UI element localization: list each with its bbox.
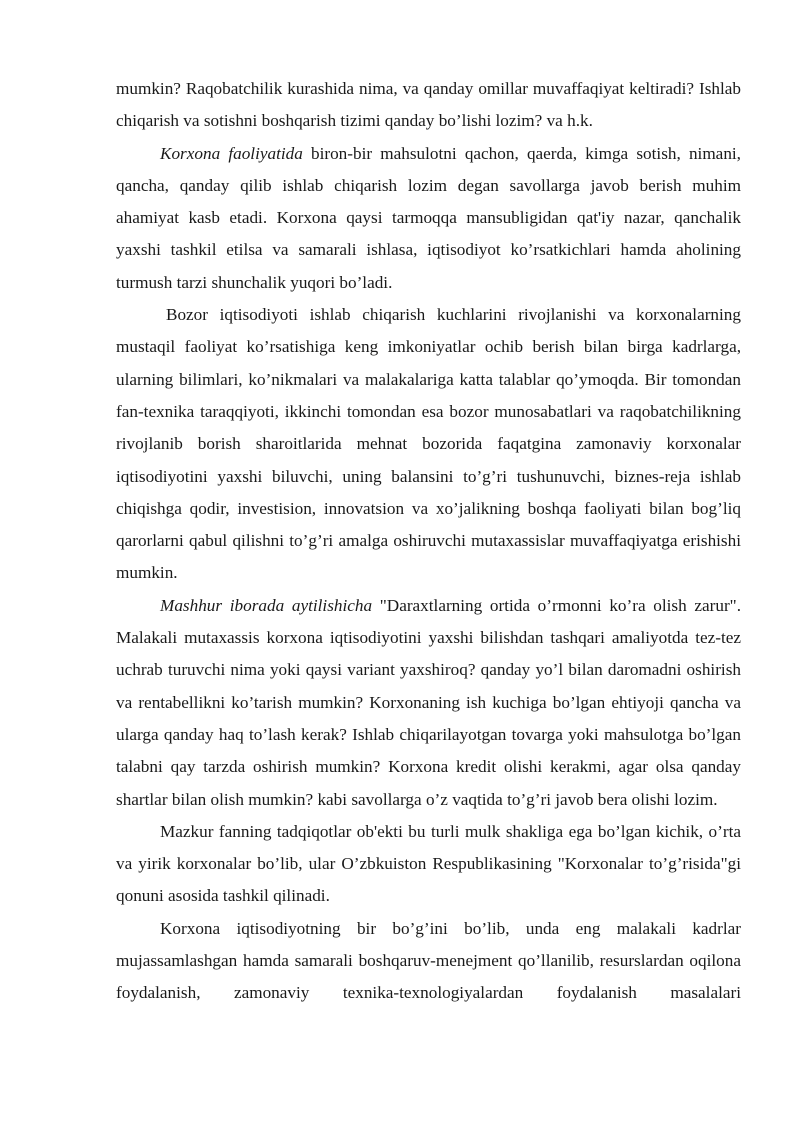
paragraph-text: Korxona iqtisodiyotning bir bo’g’ini bo’lib, unda eng malakali kadrlar mujassamlashgan hamda samarali boshqaruv-menejment qo’llanilib, resurslardan oqilona foydalanish, zamonaviy texnika-texnologiyalardan foydalanish masalalari xyxy=(116,918,741,1003)
paragraph-lead-italic: Mashhur iborada aytilishicha xyxy=(160,595,373,615)
paragraph-korxona-faoliyatida xyxy=(116,138,741,299)
paragraph-bozor-iqtisodiyoti xyxy=(116,299,741,590)
paragraph-text: biron-bir mahsulotni qachon, qaerda, kimga sotish, nimani, qancha, qanday qilib ishlab chiqarish lozim degan savollarga javob berish muhim ahamiyat kasb etadi. Korxona qaysi tarmoqqa mansubligidan qat'iy nazar, qanchalik yaxshi tashkil etilsa va samarali ishlasa, iqtisodiyot ko’rsatkichlari hamda aholining turmush tarzi shunchalik yuqori bo’ladi. xyxy=(116,143,741,292)
paragraph-text: Bozor iqtisodiyoti ishlab chiqarish kuchlarini rivojlanishi va korxonalarning mustaqil faoliyat ko’rsatishiga keng imkoniyatlar ochib berish bilan birga kadrlarga, ularning bilimlari, ko’nikmalari va malakalariga katta talablar qo’ymoqda. Bir tomondan fan-texnika taraqqiyoti, ikkinchi tomondan esa bozor munosabatlari va raqobatchilikning rivojlanib borish sharoitlarida mehnat bozorida faqatgina zamonaviy korxonalar iqtisodiyotini yaxshi biluvchi, uning balansini to’g’ri tushunuvchi, biznes-reja ishlab chiqishga qodir, investision, innovatsion va xo’jalikning boshqa faoliyati bilan bog’liq qarorlarni qabul qilishni to’g’ri amalga oshiruvchi mutaxassislar muvaffaqiyatga erishishi mumkin. xyxy=(116,305,741,583)
paragraph-lead-italic: Korxona faoliyatida xyxy=(160,143,303,163)
paragraph-text: "Daraxtlarning ortida o’rmonni ko’ra olish zarur". Malakali mutaxassis korxona iqtisodiyotini yaxshi bilishdan tashqari amaliyotda tez-tez uchrab turuvchi nima yoki qaysi variant yaxshiroq? qanday yo’l bilan daromadni oshirish va rentabellikni ko’tarish mumkin? Korxonaning ish kuchiga bo’lgan ehtiyoji qancha va ularga qanday haq to’lash kerak? Ishlab chiqarilayotgan tovarga yoki mahsulotga bo’lgan talabni qay tarzda oshirish mumkin? Korxona kredit olishi kerakmi, agar olsa qanday shartlar bilan olish mumkin? kabi savollarga o’z vaqtida to’g’ri javob bera olishi lozim. xyxy=(116,595,741,809)
paragraph-text: mumkin? Raqobatchilik kurashida nima, va qanday omillar muvaffaqiyat keltiradi? Ishlab chiqarish va sotishni boshqarish tizimi qanday bo’lishi lozim? va h.k. xyxy=(116,79,741,131)
document-body xyxy=(116,73,741,1010)
paragraph-text: Mazkur fanning tadqiqotlar ob'ekti bu turli mulk shakliga ega bo’lgan kichik, o’rta va yirik korxonalar bo’lib, ular O’zbkuiston Respublikasining "Korxonalar to’g’risida"gi qonuni asosida tashkil qilinadi. xyxy=(116,821,741,906)
paragraph-mazkur-fanning xyxy=(116,816,741,913)
paragraph-mashhur-iborada xyxy=(116,590,741,816)
paragraph-korxona-iqtisodiyotning xyxy=(116,913,741,1010)
paragraph-continuation xyxy=(116,73,741,138)
